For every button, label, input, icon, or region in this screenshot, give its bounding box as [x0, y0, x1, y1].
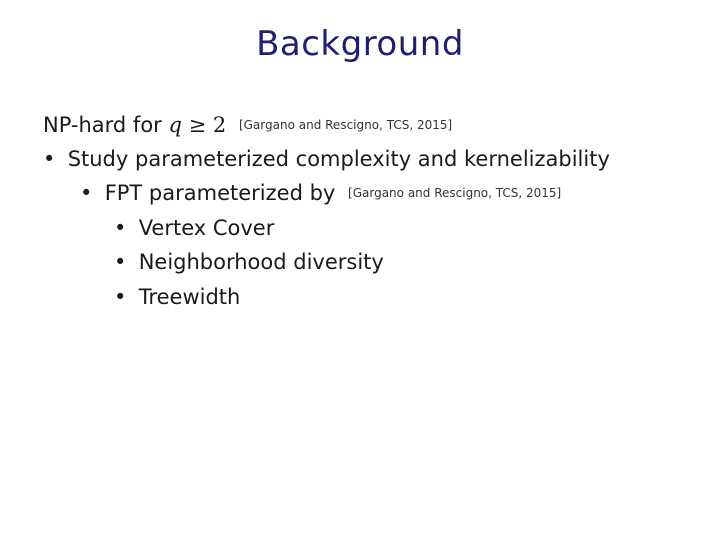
- bullet-text: Treewidth: [138, 285, 241, 309]
- bullet-icon: •: [114, 216, 127, 240]
- math-operator: ≥ 2: [181, 113, 227, 137]
- bullet-text: FPT parameterized by: [104, 181, 336, 205]
- bullet-icon: •: [114, 285, 127, 309]
- bullet-item-study: [43, 145, 610, 173]
- math-variable: q: [168, 113, 182, 137]
- bullet-icon: •: [43, 147, 56, 171]
- bullet-icon: •: [114, 250, 127, 274]
- sub-bullet-item-treewidth: [114, 283, 240, 311]
- citation: [Gargano and Rescigno, TCS, 2015]: [238, 118, 453, 132]
- citation: [Gargano and Rescigno, TCS, 2015]: [348, 186, 562, 200]
- bullet-text: Vertex Cover: [138, 216, 275, 240]
- bullet-icon: •: [80, 181, 93, 205]
- np-hard-text: NP-hard for: [43, 113, 162, 137]
- np-hard-line: [43, 111, 452, 139]
- bullet-item-fpt: [80, 179, 561, 207]
- sub-bullet-item-neighborhood-diversity: [114, 248, 384, 276]
- bullet-text: Study parameterized complexity and kernelizability: [67, 147, 610, 171]
- math-expression: [169, 113, 227, 137]
- bullet-text: Neighborhood diversity: [138, 250, 384, 274]
- slide-title: Background: [256, 24, 464, 64]
- sub-bullet-item-vertex-cover: [114, 214, 274, 242]
